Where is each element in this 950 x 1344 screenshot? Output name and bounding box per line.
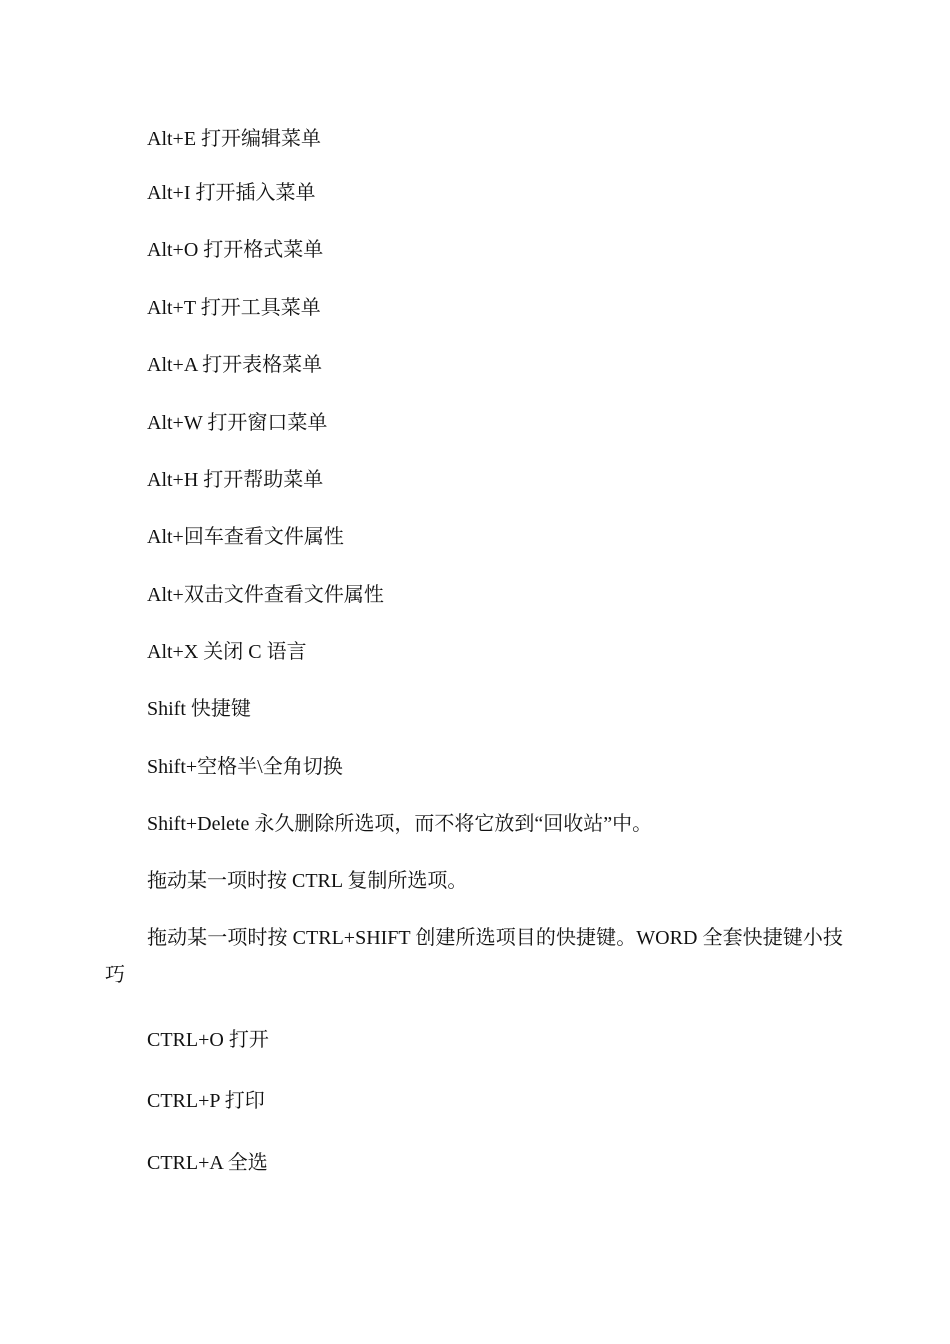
shortcut-line-drag-ctrl: 拖动某一项时按 CTRL 复制所选项。 [147, 870, 468, 892]
shortcut-line-alt-a: Alt+A 打开表格菜单 [147, 354, 323, 376]
shortcut-line-alt-i: Alt+I 打开插入菜单 [147, 182, 316, 204]
shortcut-line-alt-h: Alt+H 打开帮助菜单 [147, 469, 324, 491]
shortcut-line-ctrl-a: CTRL+A 全选 [147, 1152, 268, 1174]
shortcut-line-shift-space: Shift+空格半\全角切换 [147, 756, 343, 778]
section-heading-shift: Shift 快捷键 [147, 698, 251, 720]
paragraph-drag-ctrl-shift: 拖动某一项时按 CTRL+SHIFT 创建所选项目的快捷键。WORD 全套快捷键小技巧 [105, 927, 843, 986]
shortcut-line-alt-x: Alt+X 关闭 C 语言 [147, 641, 307, 663]
shortcut-line-shift-delete: Shift+Delete 永久删除所选项，而不将它放到“回收站”中。 [147, 813, 653, 835]
shortcut-line-alt-t: Alt+T 打开工具菜单 [147, 297, 321, 319]
shortcut-line-alt-w: Alt+W 打开窗口菜单 [147, 412, 328, 434]
shortcut-line-alt-o: Alt+O 打开格式菜单 [147, 239, 324, 261]
shortcut-line-alt-e: Alt+E 打开编辑菜单 [147, 128, 322, 150]
shortcut-line-ctrl-o: CTRL+O 打开 [147, 1029, 269, 1051]
shortcut-line-alt-doubleclick: Alt+双击文件查看文件属性 [147, 584, 384, 606]
shortcut-line-ctrl-p: CTRL+P 打印 [147, 1090, 265, 1112]
shortcut-line-alt-enter: Alt+回车查看文件属性 [147, 526, 344, 548]
